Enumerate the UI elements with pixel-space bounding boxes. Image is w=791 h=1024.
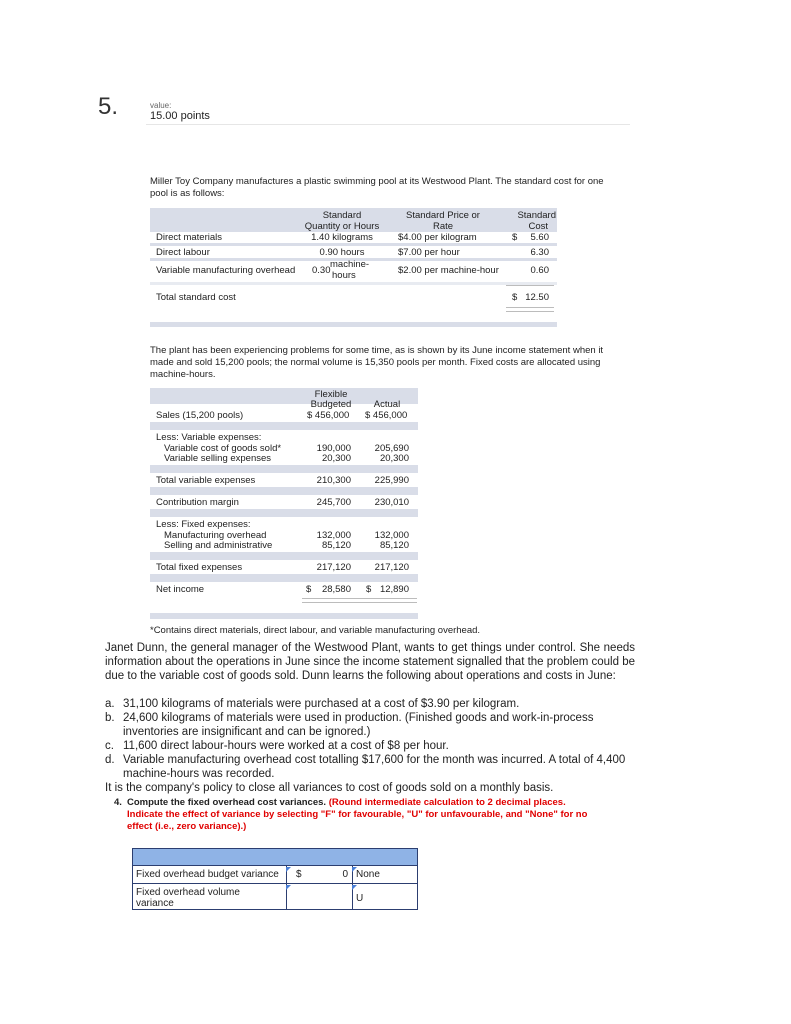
row-stripe — [150, 465, 418, 473]
row-stripe — [150, 422, 418, 430]
row-stripe — [150, 552, 418, 560]
task-text: Compute the fixed overhead cost variances. — [127, 797, 327, 808]
task-number: 4. — [114, 797, 122, 808]
header-cost-line2: Cost — [528, 221, 548, 232]
answer-row-label: Fixed overhead budget variance — [136, 869, 279, 880]
list-item — [105, 711, 635, 739]
vcogs-flexible: 190,000 — [316, 443, 351, 454]
intro-text: Miller Toy Company manufactures a plastic swimming pool at its Westwood Plant. The standard cost for one pool is as follows: — [150, 176, 604, 199]
total-currency: $ — [512, 292, 518, 303]
header-budgeted: Budgeted — [310, 399, 352, 410]
row-cost: 5.60 — [530, 232, 549, 243]
row-qty-unit-line2: hours — [332, 270, 356, 281]
row-cost: 6.30 — [530, 247, 549, 258]
row-price: $7.00 per hour — [398, 247, 460, 258]
list-marker: b. — [105, 712, 115, 724]
tfe-actual: 217,120 — [374, 562, 409, 573]
row-stripe — [150, 574, 418, 582]
list-item — [105, 697, 635, 711]
row-label: Variable manufacturing overhead — [156, 265, 296, 276]
header-actual: Actual — [373, 399, 401, 410]
net-income-flexible: 28,580 — [321, 584, 351, 595]
subtotal-rule — [506, 285, 554, 286]
list-marker: a. — [105, 698, 115, 710]
list-text: Variable manufacturing overhead cost totalling $17,600 for the month was incurred. A total of 4,400 machine-hours was recorded. — [123, 754, 626, 780]
sa-actual: 85,120 — [379, 540, 409, 551]
list-item — [105, 739, 635, 753]
budget-variance-amount[interactable]: 0 — [342, 869, 348, 880]
volume-variance-effect[interactable]: U — [356, 893, 364, 904]
answer-table — [132, 848, 418, 910]
cm-flexible: 245,700 — [316, 497, 351, 508]
row-stripe — [150, 243, 557, 246]
problem-paragraph: The plant has been experiencing problems for some time, as is shown by its June income statement when it made and sold 15,200 pools; the normal volume is 15,350 pools per month. Fixed costs are allocated using machine-hours. — [150, 345, 604, 380]
net-income-currency-flexible: $ — [306, 584, 312, 595]
sales-flexible: $ 456,000 — [307, 410, 350, 421]
answer-row-label-line2: variance — [136, 898, 174, 909]
cm-actual: 230,010 — [374, 497, 409, 508]
facts-list — [105, 697, 635, 795]
row-stripe — [150, 509, 418, 517]
net-income-actual: 12,890 — [379, 584, 409, 595]
row-currency: $ — [512, 232, 518, 243]
vselling-label: Variable selling expenses — [164, 453, 272, 464]
mfg-overhead-label: Manufacturing overhead — [164, 530, 267, 541]
header-divider — [146, 124, 630, 125]
header-qty-line1: Standard — [322, 210, 362, 221]
table-footer-bar — [150, 613, 418, 619]
row-qty: 1.40 kilograms — [311, 232, 373, 243]
fixed-expenses-heading: Less: Fixed expenses: — [156, 519, 251, 530]
task-prompt — [114, 797, 604, 833]
answer-row-label-line1: Fixed overhead volume — [136, 887, 240, 898]
cm-label: Contribution margin — [156, 497, 239, 508]
budget-variance-effect[interactable]: None — [356, 869, 380, 880]
row-qty: 0.90 hours — [319, 247, 365, 258]
mfg-overhead-actual: 132,000 — [374, 530, 409, 541]
header-cost-line1: Standard — [517, 210, 556, 221]
answer-currency: $ — [296, 869, 302, 880]
tfe-flexible: 217,120 — [316, 562, 351, 573]
scenario-paragraph: Janet Dunn, the general manager of the Westwood Plant, wants to get things under control. She needs information about the operations in June since the income statement signalled that the problem could be due to the variable cost of goods sold. Dunn learns the following about operations and costs in June: — [105, 642, 635, 682]
row-price: $4.00 per kilogram — [398, 232, 477, 243]
list-text: 11,600 direct labour-hours were worked at a cost of $8 per hour. — [123, 740, 449, 752]
tve-flexible: 210,300 — [316, 475, 351, 486]
sales-actual: $ 456,000 — [365, 410, 408, 421]
sa-flexible: 85,120 — [321, 540, 351, 551]
vcogs-label: Variable cost of goods sold* — [164, 443, 282, 454]
cell-marker-icon — [286, 867, 291, 872]
tve-label: Total variable expenses — [156, 475, 256, 486]
footnote: *Contains direct materials, direct labour, and variable manufacturing overhead. — [150, 625, 481, 636]
row-price: $2.00 per machine-hour — [398, 265, 499, 276]
header-price-line1: Standard Price or — [406, 210, 480, 221]
row-label: Direct labour — [156, 247, 210, 258]
row-stripe — [150, 282, 557, 285]
list-marker: d. — [105, 754, 115, 766]
net-income-double-rule — [302, 598, 417, 603]
row-qty-number: 0.30 — [312, 265, 331, 276]
cell-marker-icon — [352, 885, 357, 890]
row-cost: 0.60 — [530, 265, 549, 276]
points-value: 15.00 points — [150, 110, 210, 122]
net-income-currency-actual: $ — [366, 584, 372, 595]
header-flexible: Flexible — [314, 389, 348, 400]
task-instruction: (Round intermediate calculation to 2 decimal places. Indicate the effect of variance by selecting "F" for favourable, "U" for unfavourable, and "None" for no effect (i.e., zero variance).) — [127, 797, 588, 832]
vselling-actual: 20,300 — [379, 453, 409, 464]
question-number: 5. — [98, 93, 119, 120]
sa-label: Selling and administrative — [164, 540, 273, 551]
net-income-label: Net income — [156, 584, 205, 595]
list-marker: c. — [105, 740, 114, 752]
list-text: 24,600 kilograms of materials were used in production. (Finished goods and work-in-process inventories are insignificant and can be ignored.) — [123, 712, 594, 738]
cell-marker-icon — [286, 885, 291, 890]
mfg-overhead-flexible: 132,000 — [316, 530, 351, 541]
answer-header-bar — [132, 848, 418, 866]
value-label: value: — [150, 101, 172, 110]
table-footer-bar — [150, 322, 557, 327]
sales-label: Sales (15,200 pools) — [156, 410, 244, 421]
row-label: Direct materials — [156, 232, 222, 243]
tfe-label: Total fixed expenses — [156, 562, 243, 573]
total-cost: 12.50 — [525, 292, 549, 303]
header-qty-line2: Quantity or Hours — [304, 221, 380, 232]
policy-text: It is the company's policy to close all variances to cost of goods sold on a monthly basis. — [105, 782, 554, 794]
list-item — [105, 753, 635, 781]
row-stripe — [150, 487, 418, 495]
vselling-flexible: 20,300 — [321, 453, 351, 464]
total-label: Total standard cost — [156, 292, 236, 303]
total-double-rule — [506, 307, 554, 312]
tve-actual: 225,990 — [374, 475, 409, 486]
row-qty-unit-line1: machine- — [330, 259, 370, 270]
header-price-line2: Rate — [432, 221, 454, 232]
variable-expenses-heading: Less: Variable expenses: — [156, 432, 262, 443]
list-text: 31,100 kilograms of materials were purchased at a cost of $3.90 per kilogram. — [123, 698, 520, 710]
vcogs-actual: 205,690 — [374, 443, 409, 454]
